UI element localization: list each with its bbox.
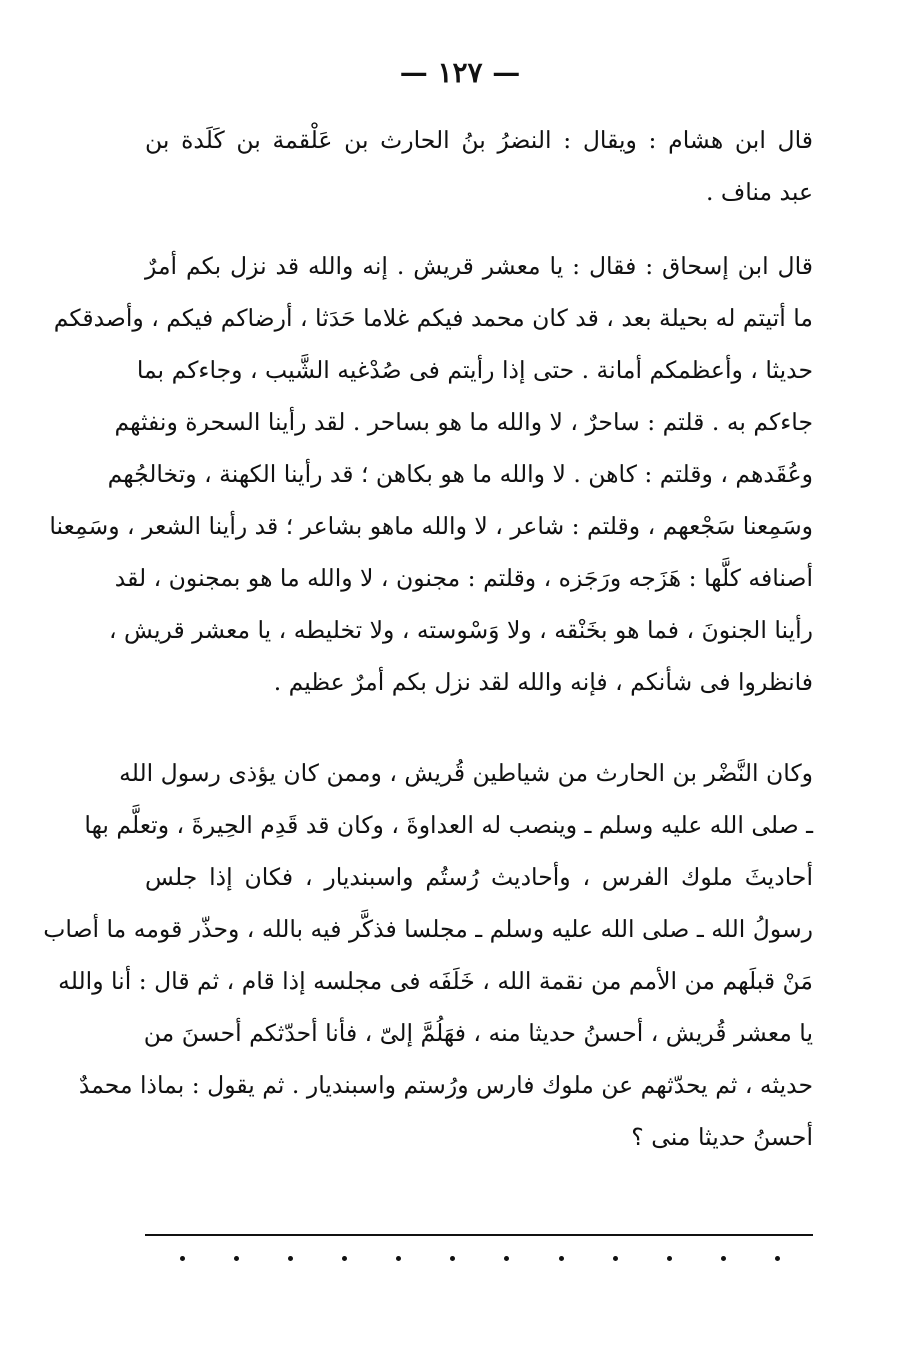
text-line: يا معشر قُريش ، أحسنُ حديثا منه ، فهَلُمَّ إلىّ ، فأنا أحدّثكم أحسنَ من (143, 1019, 813, 1047)
dot-mark (504, 1256, 509, 1261)
dot-mark (559, 1256, 564, 1261)
text-line: مَنْ قبلَهم من الأمم من نقمة الله ، خَلَفَه فى مجلسه إذا قام ، ثم قال : أنا والله (58, 967, 813, 995)
footnote-divider (145, 1234, 813, 1236)
text-line: عبد مناف . (705, 178, 813, 206)
text-line: حديثه ، ثم يحدّثهم عن ملوك فارس ورُستم واسبنديار . ثم يقول : بماذا محمدٌ (78, 1071, 813, 1099)
paragraph-1 (145, 114, 813, 218)
text-line: وعُقَدهم ، وقلتم : كاهن . لا والله ما هو بكاهن ؛ قد رأينا الكهنة ، وتخالجُهم (107, 460, 813, 488)
text-line: قال ابن إسحاق : فقال : يا معشر قريش . إنه والله قد نزل بكم أمرٌ (145, 252, 813, 280)
paragraph-3 (43, 747, 813, 1163)
dot-mark (613, 1256, 618, 1261)
text-line: فانظروا فى شأنكم ، فإنه والله لقد نزل بكم أمرٌ عظيم . (273, 668, 813, 696)
footnote-dots (180, 1256, 780, 1261)
text-line: حديثا ، وأعظمكم أمانة . حتى إذا رأيتم فى صُدْغيه الشَّيب ، وجاءكم بما (136, 356, 813, 384)
dot-mark (288, 1256, 293, 1261)
page-number: — ١٢٧ — (399, 56, 521, 89)
text-line: أصنافه كلَّها : هَزَجه ورَجَزه ، وقلتم : مجنون ، لا والله ما هو بمجنون ، لقد (114, 564, 813, 592)
text-line: رأينا الجنونَ ، فما هو بخَنْقه ، ولا وَسْوسته ، ولا تخليطه ، يا معشر قريش ، (108, 616, 813, 644)
text-line: أحسنُ حديثا منى ؟ (631, 1123, 813, 1151)
paragraph-2 (49, 240, 813, 708)
text-line: وسَمِعنا سَجْعهم ، وقلتم : شاعر ، لا والله ماهو بشاعر ؛ قد رأينا الشعر ، وسَمِعنا (49, 512, 813, 540)
text-line: جاءكم به . قلتم : ساحرٌ ، لا والله ما هو بساحر . لقد رأينا السحرة ونفثهم (114, 408, 813, 436)
dot-mark (721, 1256, 726, 1261)
text-line: ـ صلى الله عليه وسلم ـ وينصب له العداوةَ ، وكان قد قَدِم الحِيرةَ ، وتعلَّم بها (84, 811, 813, 839)
text-line: أحاديثَ ملوك الفرس ، وأحاديث رُستُم واسبنديار ، فكان إذا جلس (145, 863, 813, 891)
dot-mark (775, 1256, 780, 1261)
text-line: رسولُ الله ـ صلى الله عليه وسلم ـ مجلسا فذكَّر فيه بالله ، وحذّر قومه ما أصاب (43, 915, 813, 943)
dot-mark (396, 1256, 401, 1261)
dot-mark (450, 1256, 455, 1261)
dot-mark (180, 1256, 185, 1261)
text-line: قال ابن هشام : ويقال : النضرُ بنُ الحارث بن عَلْقمة بن كَلَدة بن (145, 126, 813, 154)
text-line: وكان النَّضْر بن الحارث من شياطين قُريش ، وممن كان يؤذى رسول الله (119, 759, 813, 787)
dot-mark (667, 1256, 672, 1261)
text-line: ما أتيتم له بحيلة بعد ، قد كان محمد فيكم غلاما حَدَثا ، أرضاكم فيكم ، وأصدقكم (53, 304, 813, 332)
dot-mark (234, 1256, 239, 1261)
dot-mark (342, 1256, 347, 1261)
